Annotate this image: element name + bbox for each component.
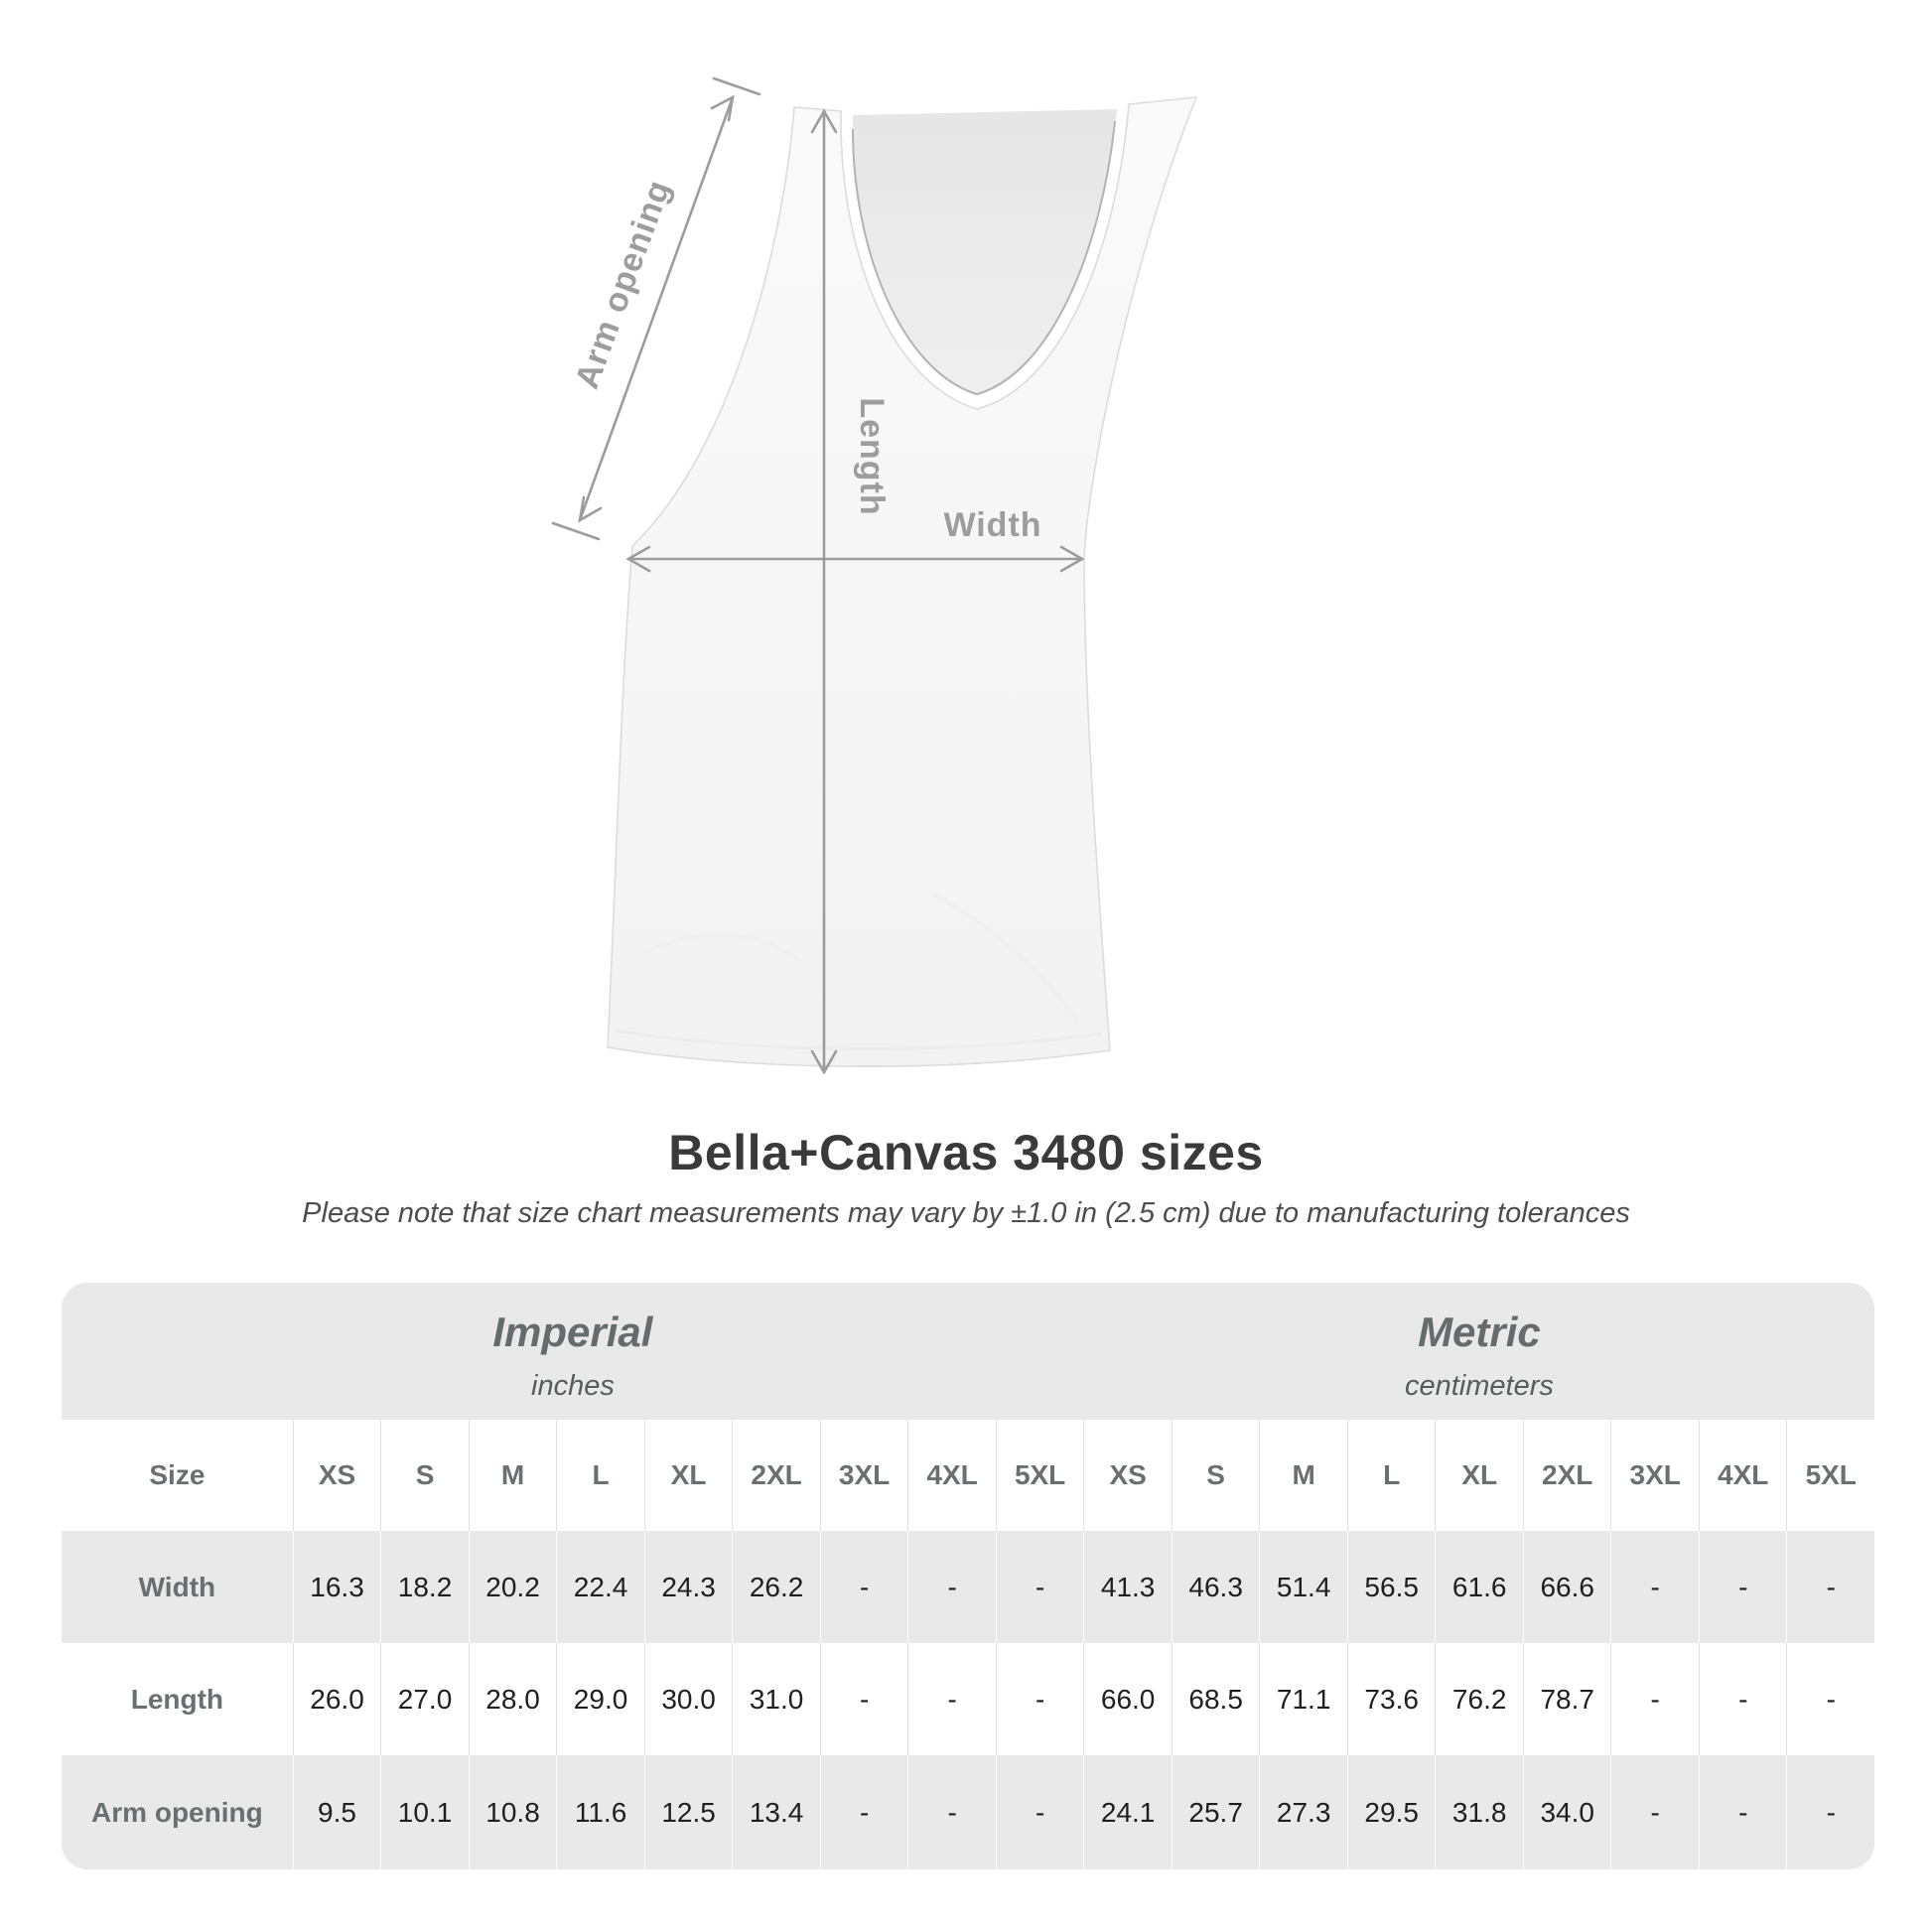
tank-top-graphic <box>608 97 1196 1066</box>
size-col-metric-4xl: 4XL <box>1699 1420 1787 1531</box>
length-label: Length <box>853 397 891 516</box>
value-cell-metric: 41.3 <box>1083 1531 1172 1643</box>
value-cell-metric: - <box>1786 1531 1874 1643</box>
measurement-row-length <box>62 1643 1874 1755</box>
value-cell-metric: 46.3 <box>1172 1531 1260 1643</box>
value-cell-imperial: 30.0 <box>644 1643 733 1755</box>
value-cell-imperial: 28.0 <box>469 1643 557 1755</box>
size-col-imperial-5xl: 5XL <box>996 1420 1084 1531</box>
value-cell-metric: - <box>1699 1755 1787 1869</box>
size-col-metric-2xl: 2XL <box>1523 1420 1611 1531</box>
value-cell-imperial: 10.1 <box>380 1755 469 1869</box>
value-cell-metric: - <box>1610 1643 1699 1755</box>
measurement-row-width <box>62 1531 1874 1643</box>
size-col-imperial-4xl: 4XL <box>907 1420 996 1531</box>
arrowhead <box>712 97 733 120</box>
value-cell-metric: 31.8 <box>1435 1755 1523 1869</box>
value-cell-imperial: 10.8 <box>469 1755 557 1869</box>
value-cell-imperial: 31.0 <box>732 1643 820 1755</box>
row-label: Arm opening <box>91 1796 263 1828</box>
value-cell-imperial: 26.0 <box>293 1643 381 1755</box>
imperial-label: Imperial <box>492 1309 653 1356</box>
value-cell-imperial: - <box>907 1531 996 1643</box>
extension-tick <box>553 523 599 539</box>
value-cell-metric: 76.2 <box>1435 1643 1523 1755</box>
metric-header <box>1084 1283 1874 1420</box>
row-label: Width <box>138 1571 216 1602</box>
value-cell-imperial: 12.5 <box>644 1755 733 1869</box>
size-col-metric-xl: XL <box>1435 1420 1523 1531</box>
value-cell-imperial: - <box>996 1531 1084 1643</box>
value-cell-imperial: 13.4 <box>732 1755 820 1869</box>
metric-unit-label: centimeters <box>1404 1369 1554 1402</box>
size-col-imperial-xl: XL <box>644 1420 733 1531</box>
value-cell-imperial: - <box>996 1643 1084 1755</box>
value-cell-metric: 71.1 <box>1259 1643 1347 1755</box>
value-cell-metric: - <box>1786 1755 1874 1869</box>
value-cell-imperial: - <box>820 1755 908 1869</box>
value-cell-imperial: 11.6 <box>556 1755 644 1869</box>
value-cell-metric: - <box>1699 1531 1787 1643</box>
value-cell-metric: - <box>1699 1643 1787 1755</box>
value-cell-metric: 29.5 <box>1347 1755 1436 1869</box>
value-cell-imperial: 9.5 <box>293 1755 381 1869</box>
size-col-imperial-s: S <box>380 1420 469 1531</box>
size-col-metric-xs: XS <box>1083 1420 1172 1531</box>
value-cell-imperial: 26.2 <box>732 1531 820 1643</box>
size-col-imperial-xs: XS <box>293 1420 381 1531</box>
value-cell-metric: 56.5 <box>1347 1531 1436 1643</box>
unit-header-band <box>62 1283 1874 1420</box>
table-rows <box>62 1420 1874 1869</box>
value-cell-metric: 66.6 <box>1523 1531 1611 1643</box>
value-cell-imperial: 22.4 <box>556 1531 644 1643</box>
value-cell-imperial: 24.3 <box>644 1531 733 1643</box>
size-header-cell: Size <box>149 1459 206 1490</box>
value-cell-metric: 34.0 <box>1523 1755 1611 1869</box>
size-col-metric-l: L <box>1347 1420 1436 1531</box>
value-cell-metric: 78.7 <box>1523 1643 1611 1755</box>
size-header-row <box>62 1420 1874 1531</box>
tolerance-note: Please note that size chart measurements may vary by ±1.0 in (2.5 cm) due to manufacturing tolerances <box>302 1197 1630 1229</box>
arm-opening-label: Arm opening <box>568 175 679 394</box>
value-cell-imperial: 20.2 <box>469 1531 557 1643</box>
size-col-imperial-l: L <box>556 1420 644 1531</box>
value-cell-imperial: 29.0 <box>556 1643 644 1755</box>
metric-label: Metric <box>1418 1309 1541 1356</box>
value-cell-imperial: - <box>907 1755 996 1869</box>
measurement-row-arm-opening <box>62 1755 1874 1869</box>
value-cell-imperial: - <box>907 1643 996 1755</box>
size-col-metric-3xl: 3XL <box>1610 1420 1699 1531</box>
value-cell-metric: 24.1 <box>1083 1755 1172 1869</box>
value-cell-metric: 68.5 <box>1172 1643 1260 1755</box>
width-label: Width <box>943 506 1042 544</box>
imperial-header <box>62 1283 1084 1420</box>
size-col-metric-5xl: 5XL <box>1786 1420 1874 1531</box>
value-cell-metric: 27.3 <box>1259 1755 1347 1869</box>
value-cell-imperial: 27.0 <box>380 1643 469 1755</box>
value-cell-metric: 51.4 <box>1259 1531 1347 1643</box>
extension-tick <box>714 78 759 94</box>
value-cell-metric: - <box>1610 1531 1699 1643</box>
size-col-imperial-m: M <box>469 1420 557 1531</box>
value-cell-metric: - <box>1610 1755 1699 1869</box>
value-cell-imperial: - <box>996 1755 1084 1869</box>
value-cell-metric: 73.6 <box>1347 1643 1436 1755</box>
size-col-imperial-2xl: 2XL <box>732 1420 820 1531</box>
value-cell-imperial: - <box>820 1643 908 1755</box>
value-cell-imperial: 16.3 <box>293 1531 381 1643</box>
value-cell-metric: 25.7 <box>1172 1755 1260 1869</box>
page-title: Bella+Canvas 3480 sizes <box>668 1125 1264 1180</box>
size-col-imperial-3xl: 3XL <box>820 1420 908 1531</box>
row-label: Length <box>130 1683 224 1715</box>
value-cell-metric: 66.0 <box>1083 1643 1172 1755</box>
value-cell-imperial: - <box>820 1531 908 1643</box>
value-cell-metric: - <box>1786 1643 1874 1755</box>
size-col-metric-m: M <box>1259 1420 1347 1531</box>
arrowhead <box>580 497 601 520</box>
imperial-unit-label: inches <box>531 1369 615 1402</box>
value-cell-imperial: 18.2 <box>380 1531 469 1643</box>
size-chart-table <box>62 1283 1874 1869</box>
size-col-metric-s: S <box>1172 1420 1260 1531</box>
value-cell-metric: 61.6 <box>1435 1531 1523 1643</box>
